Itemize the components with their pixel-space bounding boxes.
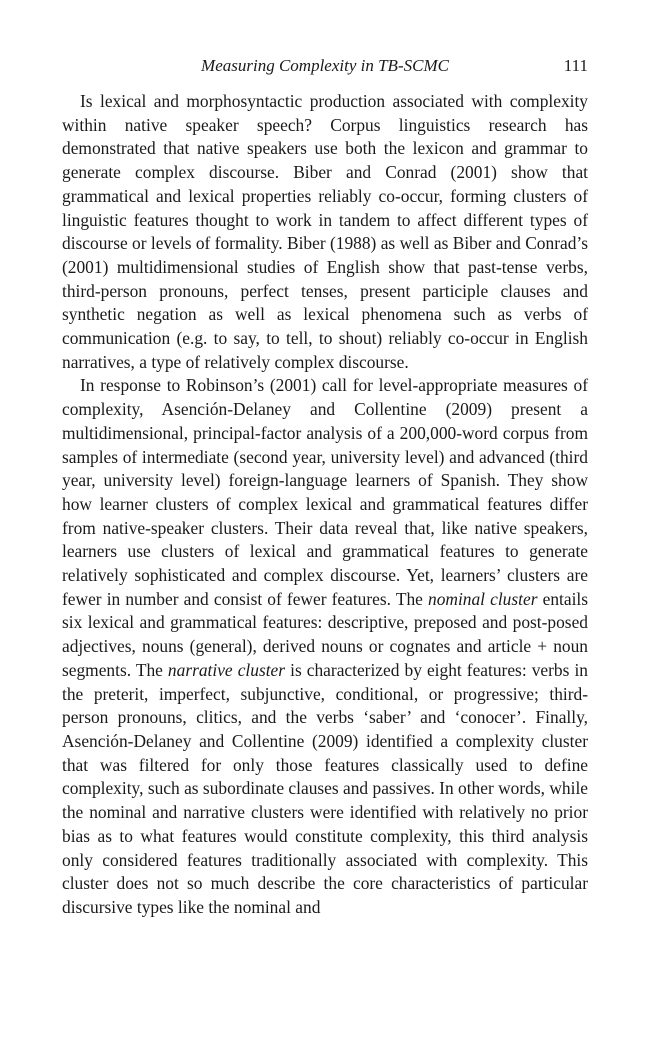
body-paragraph-1: Is lexical and morphosyntactic production associated with complexity within native speaker speech? Corpus linguistics research has demonstrated that native speakers use both the lexicon and grammar to generate complex discourse. Biber and Conrad (2001) show that grammatical and lexical properties reliably co-occur, forming clusters of linguistic features thought to work in tandem to affect different types of discourse or levels of formality. Biber (1988) as well as Biber and Conrad’s (2001) multidimensional studies of English show that past-tense verbs, third-person pronouns, perfect tenses, present participle clauses and synthetic negation as well as lexical phenomena such as verbs of communication (e.g. to say, to tell, to shout) reliably co-occur in English narratives, a type of relatively complex discourse. [62, 91, 588, 372]
running-title: Measuring Complexity in TB-SCMC [201, 56, 449, 75]
page-number: 111 [563, 56, 588, 75]
book-page [62, 56, 588, 920]
running-head [62, 56, 588, 84]
body-paragraph-2 [62, 374, 588, 919]
term-narrative-cluster: narrative cluster [167, 659, 286, 680]
paragraph-2-text-2: entails six lexical and grammatical features: descriptive, preposed and post-posed adjectives, nouns (general), derived nouns or cognates and article + noun segments. The [62, 588, 588, 680]
paragraph-2-text-3: is characterized by eight features: verbs in the preterit, imperfect, subjunctive, conditional, or progressive; third-person pronouns, clitics, and the verbs ‘saber’ and ‘conocer’. Finally, Asención-Delaney and Collentine (2009) identified a complexity cluster that was filtered for only those features classically used to define complexity, such as subordinate clauses and passives. In other words, while the nominal and narrative clusters were identified with relatively no prior bias as to what features would constitute complexity, this third analysis only considered features traditionally associated with complexity. This cluster does not so much describe the core characteristics of particular discursive types like the nominal and [62, 659, 588, 917]
term-nominal-cluster: nominal cluster [428, 588, 538, 609]
paragraph-2-text-1: In response to Robinson’s (2001) call for level-appropriate measures of complexity, Asención-Delaney and Collentine (2009) present a multidimensional, principal-factor analysis of a 200,000-word corpus from samples of intermediate (second year, university level) and advanced (third year, university level) foreign-language learners of Spanish. They show how learner clusters of complex lexical and grammatical features differ from native-speaker clusters. Their data reveal that, like native speakers, learners use clusters of lexical and grammatical features to generate relatively sophisticated and complex discourse. Yet, learners’ clusters are fewer in number and consist of fewer features. The [62, 375, 588, 609]
